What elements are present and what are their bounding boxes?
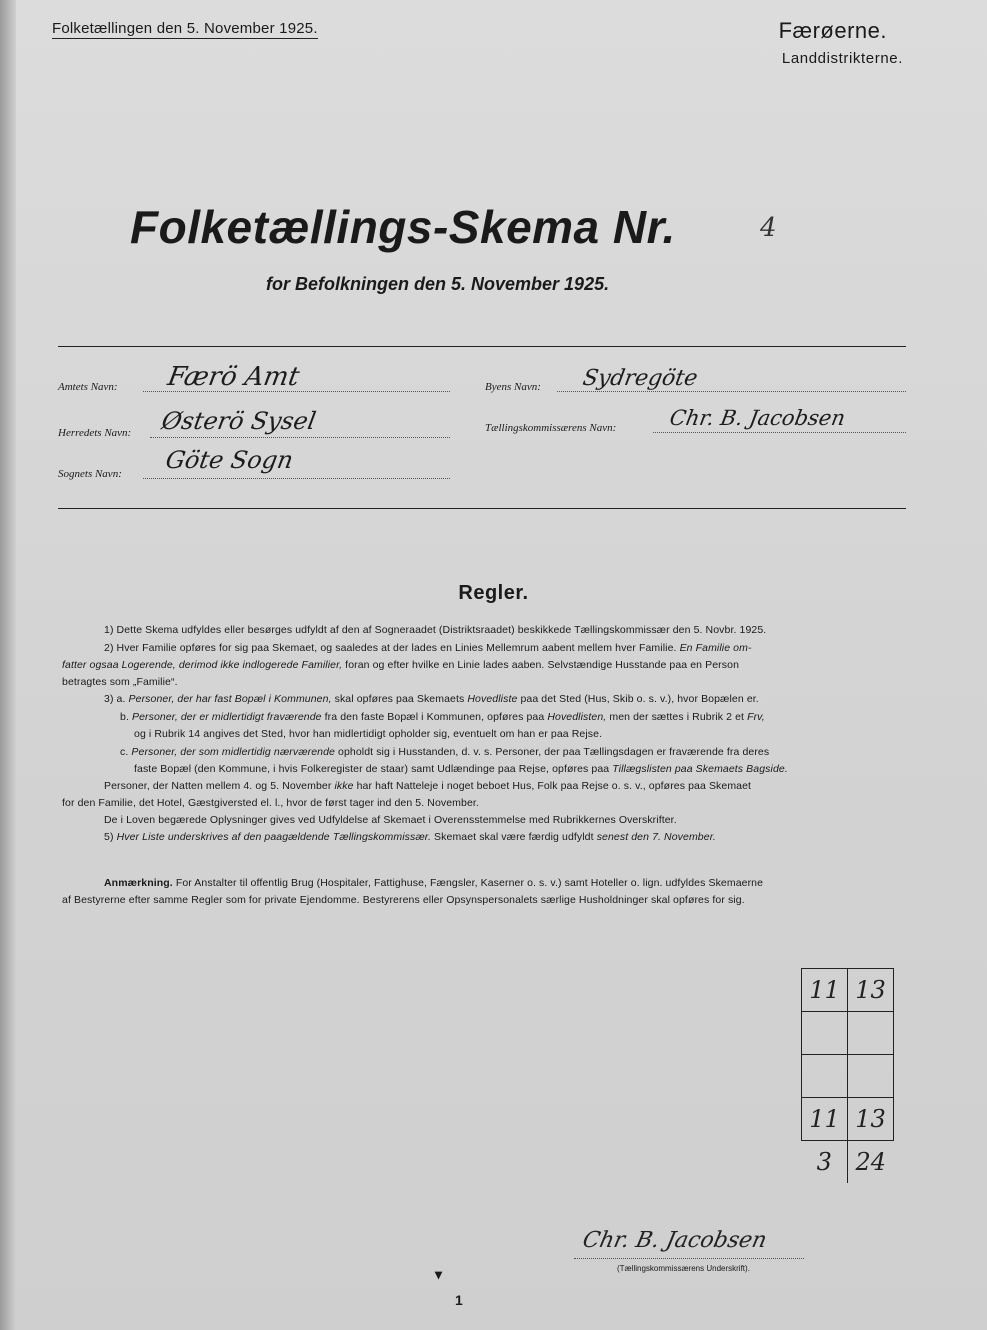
country-name: Færøerne. (778, 18, 887, 43)
tally-cell: 3 (816, 1148, 832, 1176)
tally-cell: 13 (848, 969, 894, 1012)
tally-row (802, 969, 894, 1012)
divider-top (58, 346, 906, 347)
tally-row (802, 1055, 894, 1098)
signature-caption: (Tællingskommissærens Underskrift). (617, 1264, 750, 1273)
rules-heading: Regler. (458, 582, 529, 604)
region-header (779, 18, 903, 67)
rule-4-line-2: for den Familie, det Hotel, Gæstgiversted el. l., hvor de først tager ind den 5. November. (62, 797, 479, 809)
tally-cell: 11 (802, 969, 848, 1012)
kommissaer-line (653, 432, 906, 433)
by-value: Sydregöte (580, 366, 700, 391)
note-label: Anmærkning. (104, 877, 173, 889)
form-subtitle: for Befolkningen den 5. November 1925. (266, 274, 610, 294)
tally-cell (848, 1055, 894, 1098)
divider-bottom (58, 508, 906, 509)
by-line (557, 391, 906, 392)
page-edge (0, 0, 16, 1330)
rule-3c-line-2: faste Bopæl (den Kommune, i hvis Folkeregister de staar) samt Udlændinge paa Rejse, opføres paa Tillægslisten paa Skemaets Bagside. (134, 763, 788, 775)
form-title: Folketællings-Skema Nr. (130, 201, 676, 253)
rule-3b-line-1: b. Personer, der er midlertidigt fraværende fra den faste Bopæl i Kommunen, opføres paa Hovedlisten, men der sættes i Rubrik 2 et Frv, (120, 711, 765, 723)
tally-row (802, 1141, 894, 1184)
amt-label: Amtets Navn: (58, 381, 118, 393)
sogn-line (143, 478, 450, 479)
signature-handwritten: Chr. B. Jacobsen (580, 1228, 769, 1253)
by-label: Byens Navn: (485, 381, 541, 393)
herred-value: Østerö Sysel (159, 407, 319, 435)
rule-3b-line-2: og i Rubrik 14 angives det Sted, hvor han midlertidigt opholder sig, eventuelt om han er paa Rejse. (134, 728, 603, 740)
page-mark: 1 (455, 1292, 463, 1308)
note-line-2: af Bestyrerne efter samme Regler som for private Ejendomme. Bestyrerens eller Opsynspersonalets særlige Husholdninger skal opføres for sig. (62, 894, 745, 906)
tally-cell: 13 (848, 1098, 894, 1141)
tally-row (802, 1098, 894, 1141)
tally-cell (802, 1012, 848, 1055)
rule-4-line-1: Personer, der Natten mellem 4. og 5. November ikke har haft Natteleje i noget beboet Hus, Folk paa Rejse o. s. v., opføres paa Skemaet (104, 780, 752, 792)
rule-5: 5) Hver Liste underskrives af den paagældende Tællingskommissær. Skemaet skal være færdig udfyldt senest den 7. November. (104, 831, 716, 843)
form-number-handwritten: 4 (760, 213, 777, 243)
tally-table (801, 968, 894, 1183)
note-line-1: Anmærkning. For Anstalter til offentlig Brug (Hospitaler, Fattighuse, Fængsler, Kaserner o. s. v.) samt Hoteller o. lign. udfyldes Skemaerne (104, 877, 764, 889)
rule-3c-line-1: c. Personer, der som midlertidig nærværende opholdt sig i Husstanden, d. v. s. Personer, der paa Tællingsdagen er fraværende fra deres (120, 746, 770, 758)
tally-cell (802, 1055, 848, 1098)
sogn-label: Sognets Navn: (58, 468, 122, 480)
rule-2-line-3: betragtes som „Familie“. (62, 676, 178, 688)
sogn-value: Göte Sogn (163, 446, 296, 474)
tally-cell (848, 1012, 894, 1055)
amt-value: Færö Amt (165, 362, 302, 392)
tally-row (802, 1012, 894, 1055)
signature-line (574, 1258, 804, 1259)
kommissaer-value: Chr. B. Jacobsen (667, 406, 848, 430)
rule-4-line-3: De i Loven begærede Oplysninger gives ved Udfyldelse af Skemaet i Overensstemmelse med Rubrikkernes Overskrifter. (104, 814, 677, 826)
herred-line (150, 437, 450, 438)
rule-2-line-1: 2) Hver Familie opføres for sig paa Skemaet, og saaledes at der lades en Linies Mellemrum aabent mellem hver Familie. En Familie om- (104, 642, 752, 654)
tally-cell: 24 (848, 1141, 894, 1184)
kommissaer-label: Tællingskommissærens Navn: (485, 422, 617, 434)
rule-3a: 3) a. Personer, der har fast Bopæl i Kommunen, skal opføres paa Skemaets Hovedliste paa det Sted (Hus, Skib o. s. v.), hvor Bopælen er. (104, 693, 759, 705)
rule-2-line-2: fatter ogsaa Logerende, derimod ikke indlogerede Familier, foran og efter hvilke en Linie lades aaben. Selvstændige Husstande paa en Person (62, 659, 740, 671)
census-date-header: Folketællingen den 5. November 1925. (52, 20, 318, 37)
district-type: Landdistrikterne. (781, 50, 903, 67)
herred-label: Herredets Navn: (58, 427, 132, 439)
ink-mark: ▾ (435, 1266, 443, 1282)
tally-cell: 11 (802, 1098, 848, 1141)
rule-1: 1) Dette Skema udfyldes eller besørges udfyldt af den af Sogneraadet (Distriktsraadet) beskikkede Tællingskommissær den 5. Novbr. 1925. (104, 624, 767, 636)
